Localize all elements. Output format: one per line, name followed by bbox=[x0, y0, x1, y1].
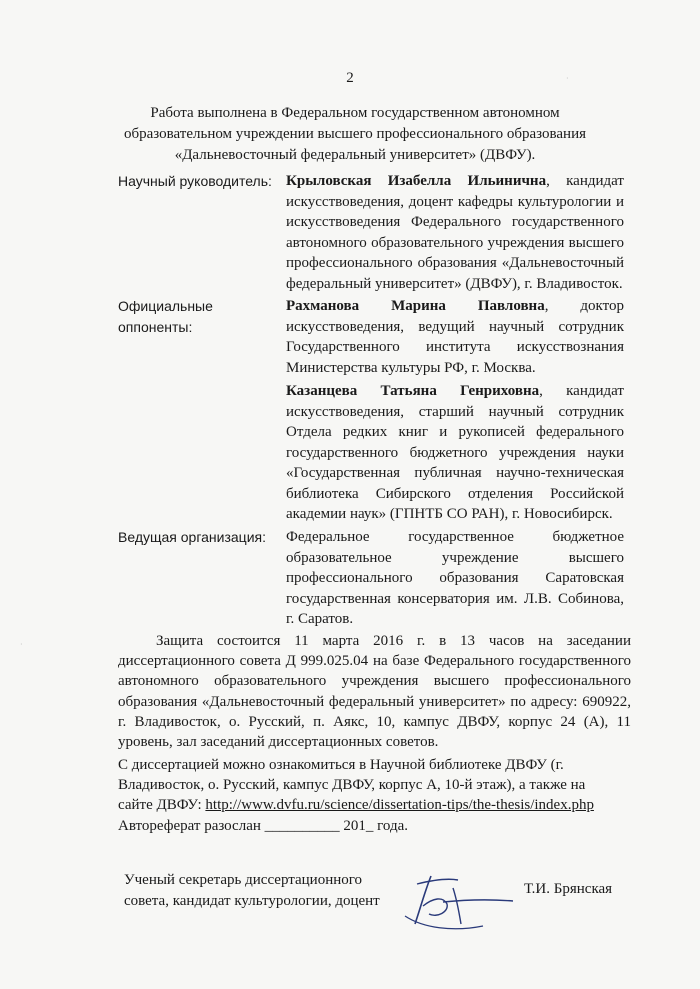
handwritten-signature bbox=[403, 866, 523, 936]
opponents-label-line: Официальные bbox=[118, 298, 213, 314]
library-line bbox=[118, 795, 631, 815]
secretary-line: Ученый секретарь диссертационного bbox=[124, 872, 363, 888]
supervisor-block bbox=[286, 171, 624, 294]
secretary-name: Т.И. Брянская bbox=[524, 881, 613, 897]
defense-paragraph: Защита состоится 11 марта 2016 г. в 13 часов на заседании диссертационного совета Д 999.025.04 на базе Федерального государственного автономного образовательного учреждения высшего профессионального образования «Дальневосточный федеральный университет» по адресу: 690922, г. Владивосток, о. Русский, п. Аякс, 10, кампус ДВФУ, корпус 24 (А), 11 уровень, зал заседаний диссертационных советов. bbox=[118, 633, 631, 751]
intro-heading bbox=[95, 103, 615, 166]
supervisor-name: Крыловская Изабелла Ильинична bbox=[286, 173, 547, 189]
opponent-2-name: Казанцева Татьяна Генриховна bbox=[286, 383, 540, 399]
lead-org-label: Ведущая организация: bbox=[118, 529, 266, 545]
intro-line: «Дальневосточный федеральный университет» (ДВФУ). bbox=[174, 147, 536, 163]
thesis-link[interactable]: http://www.dvfu.ru/science/dissertation-tips/the-thesis/index.php bbox=[205, 797, 594, 814]
intro-line: Работа выполнена в Федеральном государственном автономном bbox=[150, 105, 560, 121]
secretary-line: совета, кандидат культурологии, доцент bbox=[124, 893, 380, 909]
opponents-label bbox=[118, 296, 213, 338]
library-line: С диссертацией можно ознакомиться в Научной библиотеке ДВФУ (г. bbox=[118, 757, 564, 773]
library-line: Владивосток, о. Русский, кампус ДВФУ, корпус А, 10-й этаж), а также на bbox=[118, 777, 586, 794]
supervisor-text: , кандидат искусствоведения, доцент кафедры культурологии и искусствоведения Федерального государственного автономного образовательного учреждения высшего профессионального образования «Дальневосточный федеральный университет» (ДВФУ), г. Владивосток. bbox=[286, 173, 624, 292]
opponents-label-line: оппоненты: bbox=[118, 319, 193, 335]
opponent-1-text: , доктор искусствоведения, ведущий научный сотрудник Государственного института искусствознания Министерства культуры РФ, г. Москва. bbox=[286, 298, 624, 376]
scan-speck: · bbox=[566, 74, 569, 83]
intro-line: образовательном учреждении высшего профессионального образования bbox=[124, 126, 586, 142]
opponent-1-block bbox=[286, 296, 624, 378]
secretary-title bbox=[124, 870, 380, 912]
lead-org-block: Федеральное государственное бюджетное образовательное учреждение высшего профессионального образования Саратовская государственная консерватория им. Л.В. Собинова, г. Саратов. bbox=[286, 529, 624, 627]
opponent-2-text: , кандидат искусствоведения, старший научный сотрудник Отдела редких книг и рукописей федерального государственного бюджетного учреждения науки «Государственная публичная научно-техническая библиотека Сибирского отделения Российской академии наук» (ГПНТБ СО РАН), г. Новосибирск. bbox=[286, 383, 624, 522]
supervisor-label: Научный руководитель: bbox=[118, 173, 272, 189]
opponent-1-name: Рахманова Марина Павловна bbox=[286, 298, 545, 314]
page-number: 2 bbox=[346, 70, 354, 86]
opponent-2-block bbox=[286, 381, 624, 525]
abstract-sent-line: Автореферат разослан __________ 201_ года. bbox=[118, 817, 409, 834]
library-prefix: сайте ДВФУ: bbox=[118, 797, 206, 814]
library-paragraph bbox=[118, 755, 631, 836]
scan-speck: · bbox=[20, 640, 23, 649]
